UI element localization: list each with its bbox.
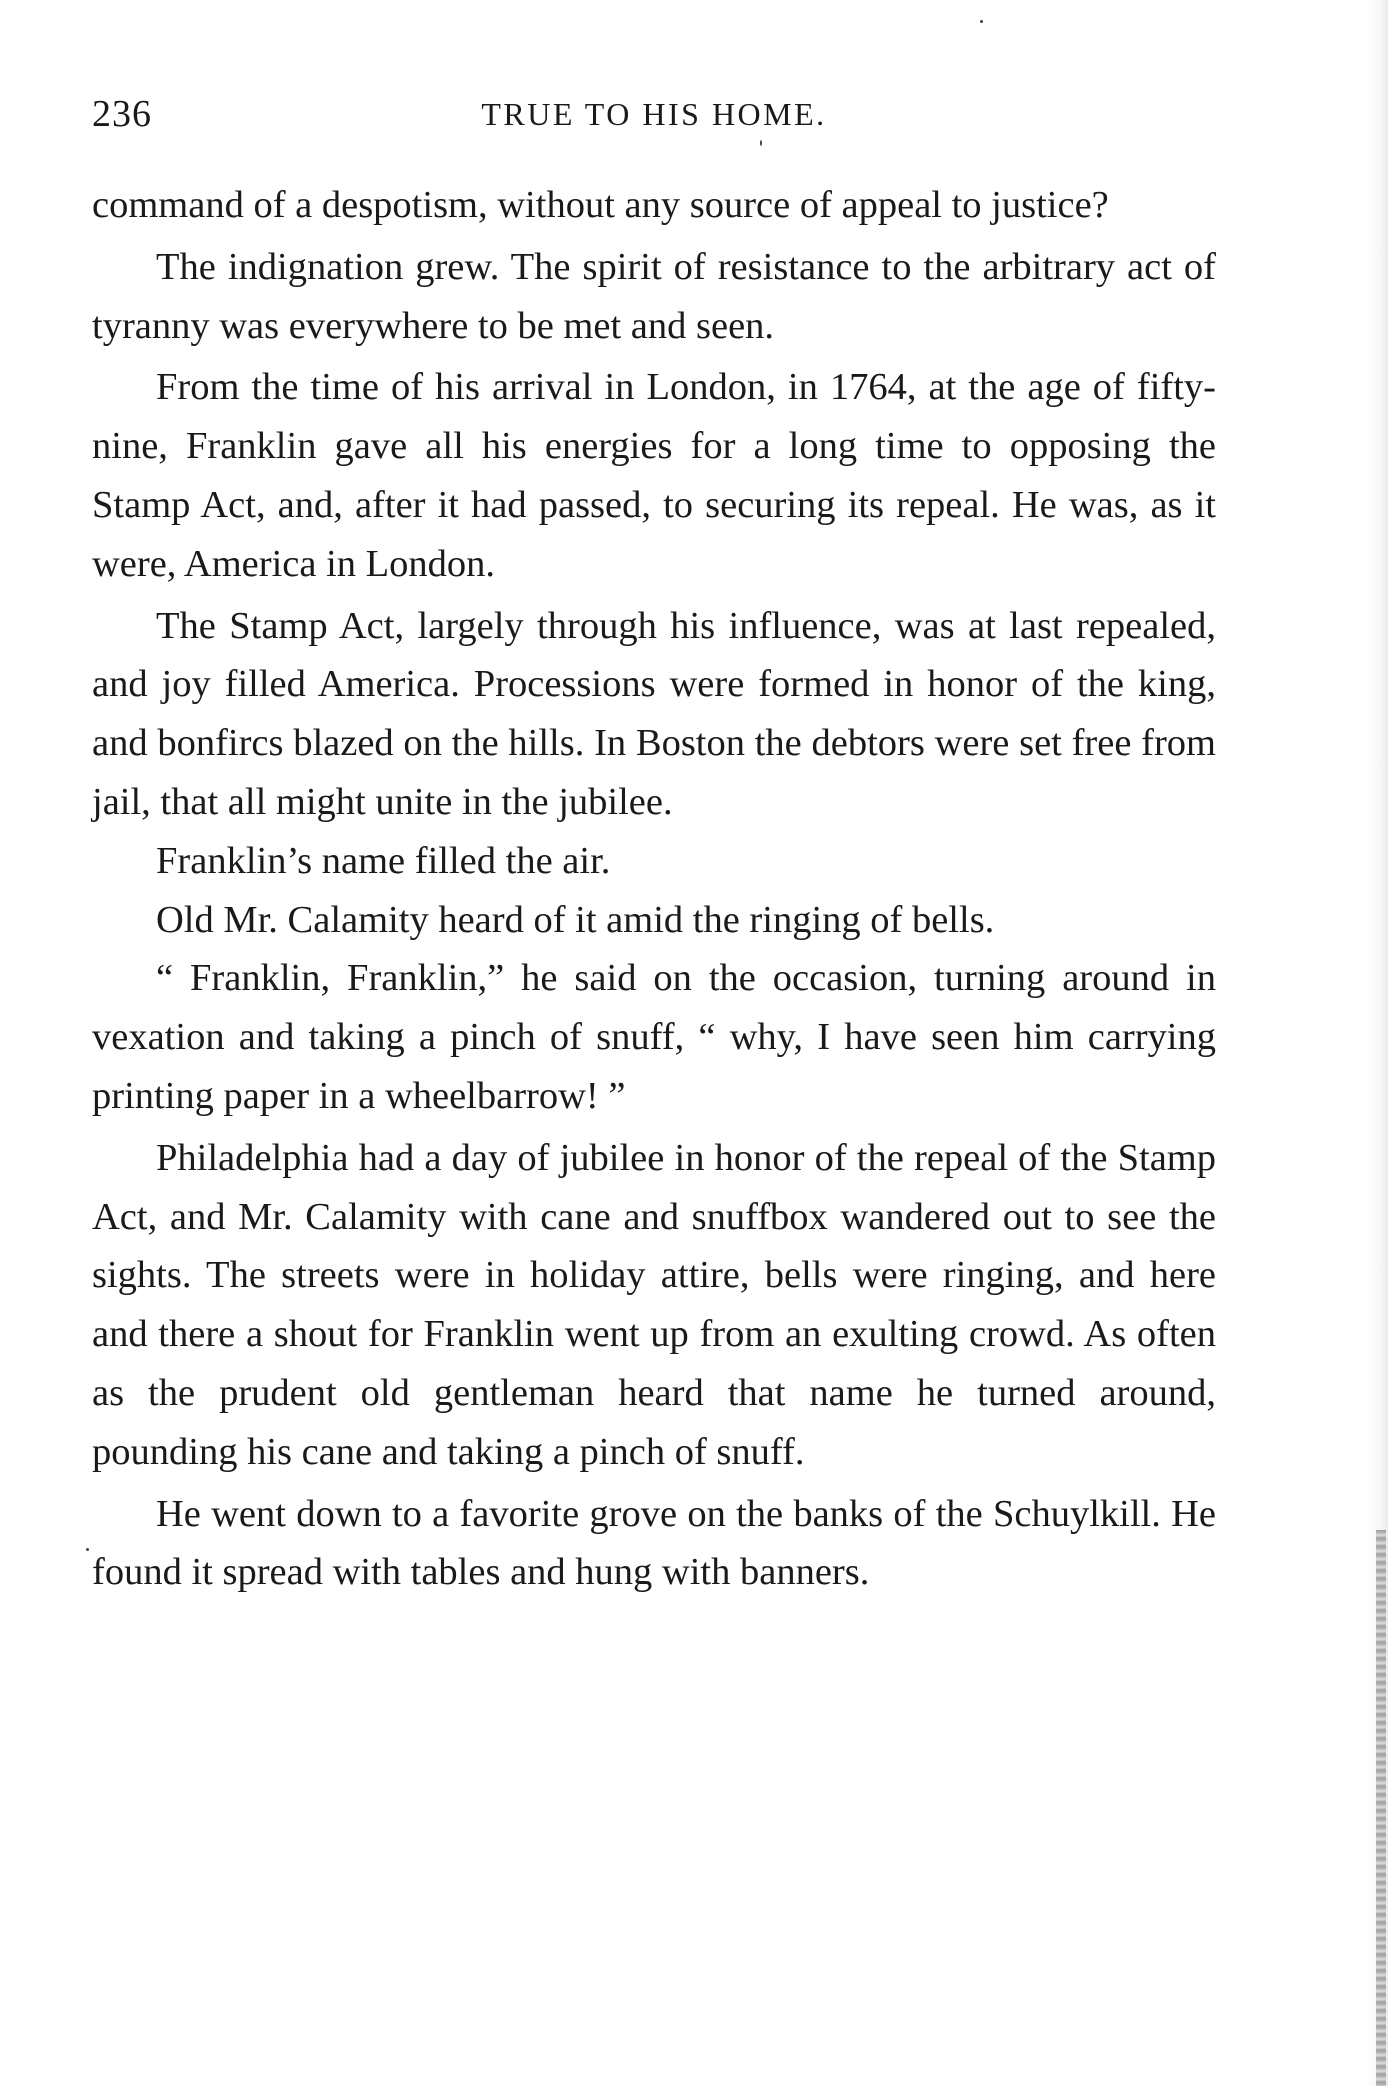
paragraph: From the time of his arrival in London, in 1764, at the age of fifty-nine, Franklin gave all his energies for a long time to opposing the Stamp Act, and, after it had passed, to securing its repeal. He was, as it were, America in London. bbox=[92, 366, 1216, 585]
page-edge-binding bbox=[1376, 1530, 1386, 2086]
print-speck bbox=[980, 20, 983, 23]
body-text bbox=[92, 176, 1216, 1602]
paragraph: He went down to a favorite grove on the banks of the Schuylkill. He found it spread with tables and hung with banners. bbox=[92, 1492, 1216, 1594]
paragraph: The Stamp Act, largely through his influence, was at last repealed, and joy filled America. Processions were formed in honor of the king, and bonfircs blazed on the hills. In Boston the debtors were set free from jail, that all might unite in the jubilee. bbox=[92, 604, 1216, 823]
paragraph: Franklin’s name filled the air. bbox=[156, 839, 611, 882]
page-header bbox=[92, 92, 1216, 142]
print-speck bbox=[86, 1548, 89, 1551]
paragraph: “ Franklin, Franklin,” he said on the occasion, turning around in vexation and taking a pinch of snuff, “ why, I have seen him carrying printing paper in a wheelbarrow! ” bbox=[92, 957, 1216, 1117]
paragraph: command of a despotism, without any source of appeal to justice? bbox=[92, 184, 1109, 226]
paragraph: Philadelphia had a day of jubilee in honor of the repeal of the Stamp Act, and Mr. Calamity with cane and snuffbox wandered out to see the sights. The streets were in holiday attire, bells were ringing, and here and there a shout for Franklin went up from an exulting crowd. As often as the prudent old gentleman heard that name he turned around, pounding his cane and taking a pinch of snuff. bbox=[92, 1136, 1216, 1473]
paragraph: The indignation grew. The spirit of resistance to the arbitrary act of tyranny was everywhere to be met and seen. bbox=[92, 245, 1216, 347]
page-number: 236 bbox=[92, 93, 152, 135]
paragraph: Old Mr. Calamity heard of it amid the ringing of bells. bbox=[156, 898, 995, 941]
running-head: TRUE TO HIS HOME. bbox=[481, 96, 827, 132]
